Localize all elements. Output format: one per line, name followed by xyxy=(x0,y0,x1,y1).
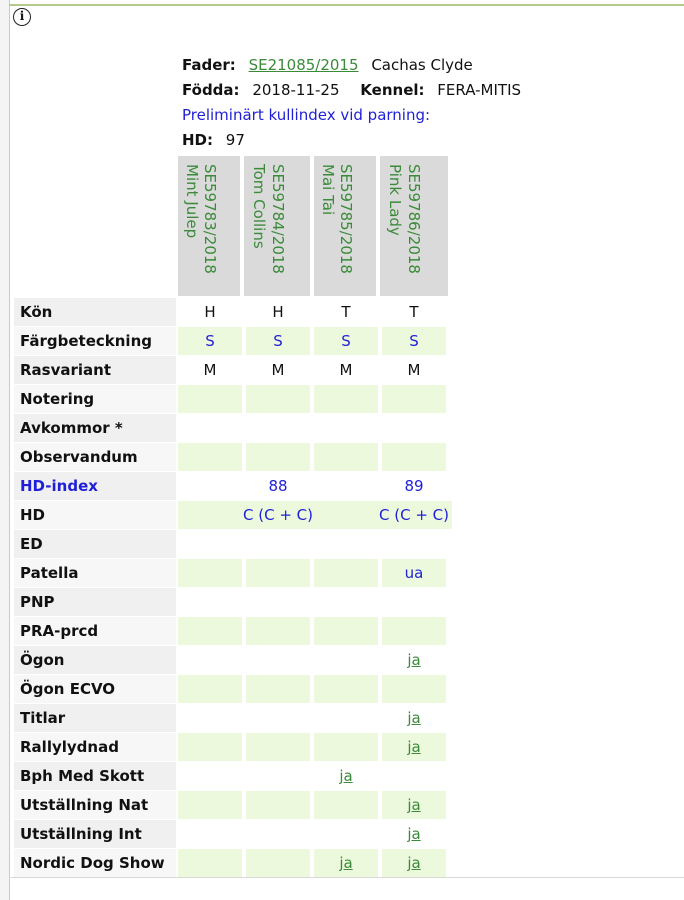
cell-dog-1: M xyxy=(203,361,217,379)
row-label: Rallylydnad xyxy=(14,733,176,761)
cell-dog-3 xyxy=(314,675,378,703)
row-label: Rasvariant xyxy=(14,356,176,384)
cell-dog-4 xyxy=(382,675,446,703)
cell-dog-3 xyxy=(314,501,378,529)
row-label: Notering xyxy=(14,385,176,413)
cell-dog-2 xyxy=(246,675,310,703)
cell-dog-1 xyxy=(178,820,242,848)
cell-dog-4 xyxy=(382,791,446,819)
row-fargbeteckning xyxy=(14,327,452,355)
utstallning-int-link[interactable]: ja xyxy=(407,825,421,843)
row-ed xyxy=(14,530,452,558)
cell-dog-2 xyxy=(246,849,310,877)
cell-dog-1 xyxy=(178,559,242,587)
row-label: Bph Med Skott xyxy=(14,762,176,790)
cell-dog-1 xyxy=(178,443,242,471)
nordic-dog-show-link[interactable]: ja xyxy=(407,854,421,872)
cell-dog-2 xyxy=(246,704,310,732)
cell-dog-3 xyxy=(314,849,378,877)
cell-dog-2: H xyxy=(272,303,284,321)
row-hd-index xyxy=(14,472,452,500)
cell-dog-1 xyxy=(178,617,242,645)
cell-dog-1 xyxy=(178,530,242,558)
cell-dog-2: 88 xyxy=(268,477,288,495)
cell-dog-2 xyxy=(246,791,310,819)
row-label: PNP xyxy=(14,588,176,616)
row-label: Färgbeteckning xyxy=(14,327,176,355)
utstallning-nat-link[interactable]: ja xyxy=(407,796,421,814)
dog-name: Mint Julep xyxy=(183,164,201,239)
cell-dog-4 xyxy=(382,646,446,674)
row-utstallning-int xyxy=(14,820,452,848)
cell-dog-4: T xyxy=(409,303,419,321)
cell-dog-2 xyxy=(246,559,310,587)
cell-dog-3 xyxy=(314,704,378,732)
cell-dog-4 xyxy=(382,588,446,616)
cell-dog-1 xyxy=(178,733,242,761)
cell-dog-2 xyxy=(246,762,310,790)
row-label: Titlar xyxy=(14,704,176,732)
cell-dog-3 xyxy=(314,385,378,413)
cell-dog-1 xyxy=(178,646,242,674)
cell-dog-4 xyxy=(382,414,446,442)
cell-dog-4: S xyxy=(382,327,446,355)
row-label: Nordic Dog Show xyxy=(14,849,176,877)
row-avkommor xyxy=(14,414,452,442)
row-label: Utställning Nat xyxy=(14,791,176,819)
cell-dog-4: 89 xyxy=(404,477,424,495)
row-label: HD xyxy=(14,501,176,529)
sire-reg-link[interactable]: SE21085/2015 xyxy=(248,56,359,74)
row-ogon xyxy=(14,646,452,674)
born-line xyxy=(182,80,521,100)
info-icon[interactable]: i xyxy=(13,8,31,26)
nordic-dog-show-link[interactable]: ja xyxy=(339,854,353,872)
cell-dog-2: S xyxy=(246,327,310,355)
row-label: Observandum xyxy=(14,443,176,471)
cell-dog-4 xyxy=(382,385,446,413)
cell-dog-2 xyxy=(246,820,310,848)
cell-dog-4 xyxy=(382,762,446,790)
row-label: Ögon ECVO xyxy=(14,675,176,703)
row-label: PRA-prcd xyxy=(14,617,176,645)
cell-dog-3 xyxy=(314,646,378,674)
hd-label: HD: xyxy=(182,131,214,149)
row-patella xyxy=(14,559,452,587)
row-titlar xyxy=(14,704,452,732)
cell-dog-2 xyxy=(246,733,310,761)
row-rallylydnad xyxy=(14,733,452,761)
cell-dog-4 xyxy=(382,849,446,877)
dog-header-1[interactable] xyxy=(178,156,240,296)
cell-dog-3 xyxy=(314,733,378,761)
cell-dog-3: T xyxy=(341,303,351,321)
dog-reg: SE59786/2018 xyxy=(405,164,423,274)
bottom-divider xyxy=(9,877,684,878)
bph-link[interactable]: ja xyxy=(339,767,353,785)
row-bph-med-skott xyxy=(14,762,452,790)
dog-reg: SE59784/2018 xyxy=(269,164,287,274)
cell-dog-4 xyxy=(382,530,446,558)
cell-dog-3 xyxy=(314,617,378,645)
cell-dog-4 xyxy=(382,733,446,761)
dog-reg: SE59783/2018 xyxy=(201,164,219,274)
cell-dog-2: C (C + C) xyxy=(240,501,316,529)
hd-index-link[interactable]: HD-index xyxy=(14,472,176,500)
dog-name: Tom Collins xyxy=(250,164,268,249)
row-label: ED xyxy=(14,530,176,558)
dog-header-3[interactable] xyxy=(314,156,376,296)
row-pnp xyxy=(14,588,452,616)
cell-dog-2 xyxy=(246,530,310,558)
cell-dog-2 xyxy=(246,617,310,645)
cell-dog-3: M xyxy=(339,361,353,379)
row-pra-prcd xyxy=(14,617,452,645)
cell-dog-2 xyxy=(246,385,310,413)
cell-dog-2 xyxy=(246,443,310,471)
row-observandum xyxy=(14,443,452,471)
sire-label: Fader: xyxy=(182,56,236,74)
born-date: 2018-11-25 xyxy=(252,81,340,99)
prelim-index-text: Preliminärt kullindex vid parning: xyxy=(182,106,431,124)
cell-dog-4 xyxy=(382,820,446,848)
cell-dog-3 xyxy=(314,443,378,471)
cell-dog-2 xyxy=(246,646,310,674)
cell-dog-4: C (C + C) xyxy=(376,501,452,529)
cell-dog-1 xyxy=(178,791,242,819)
cell-dog-1 xyxy=(178,849,242,877)
born-label: Födda: xyxy=(182,81,240,99)
row-label: Avkommor * xyxy=(14,414,176,442)
row-hd xyxy=(14,501,452,529)
hd-value: 97 xyxy=(225,131,245,149)
cell-dog-3 xyxy=(314,414,378,442)
cell-dog-4: M xyxy=(407,361,421,379)
cell-dog-1 xyxy=(178,762,242,790)
row-nordic-dog-show xyxy=(14,849,452,877)
row-ogon-ecvo xyxy=(14,675,452,703)
kennel-name: FERA-MITIS xyxy=(437,81,522,99)
sire-line xyxy=(182,55,473,75)
sire-name: Cachas Clyde xyxy=(371,56,473,74)
cell-dog-3: S xyxy=(314,327,378,355)
row-kon xyxy=(14,298,452,326)
cell-dog-1 xyxy=(178,385,242,413)
cell-dog-2 xyxy=(246,414,310,442)
cell-dog-3 xyxy=(314,472,378,500)
cell-dog-3 xyxy=(314,762,378,790)
row-label: Patella xyxy=(14,559,176,587)
dog-name: Mai Tai xyxy=(319,164,337,216)
row-utstallning-nat xyxy=(14,791,452,819)
kennel-label: Kennel: xyxy=(360,81,425,99)
window-left-frame xyxy=(0,0,10,900)
cell-dog-4: ua xyxy=(382,559,446,587)
cell-dog-4 xyxy=(382,617,446,645)
dog-name: Pink Lady xyxy=(386,164,404,236)
cell-dog-1 xyxy=(178,501,242,529)
cell-dog-2 xyxy=(246,588,310,616)
cell-dog-1 xyxy=(178,414,242,442)
cell-dog-1 xyxy=(178,704,242,732)
row-notering xyxy=(14,385,452,413)
row-label: Ögon xyxy=(14,646,176,674)
cell-dog-3 xyxy=(314,820,378,848)
rallylydnad-link[interactable]: ja xyxy=(407,738,421,756)
ogon-link[interactable]: ja xyxy=(407,651,421,669)
cell-dog-1: S xyxy=(178,327,242,355)
cell-dog-3 xyxy=(314,530,378,558)
dog-header-4[interactable] xyxy=(380,156,448,296)
cell-dog-2: M xyxy=(271,361,285,379)
cell-dog-1 xyxy=(178,588,242,616)
cell-dog-3 xyxy=(314,588,378,616)
cell-dog-4 xyxy=(382,704,446,732)
top-divider xyxy=(9,4,684,6)
cell-dog-1: H xyxy=(204,303,216,321)
cell-dog-1 xyxy=(178,675,242,703)
hd-line xyxy=(182,130,245,150)
cell-dog-3 xyxy=(314,791,378,819)
dog-header-2[interactable] xyxy=(244,156,310,296)
dog-reg: SE59785/2018 xyxy=(337,164,355,274)
row-rasvariant xyxy=(14,356,452,384)
titlar-link[interactable]: ja xyxy=(407,709,421,727)
row-label: Kön xyxy=(14,298,176,326)
row-label: Utställning Int xyxy=(14,820,176,848)
cell-dog-1 xyxy=(178,472,242,500)
cell-dog-4 xyxy=(382,443,446,471)
cell-dog-3 xyxy=(314,559,378,587)
